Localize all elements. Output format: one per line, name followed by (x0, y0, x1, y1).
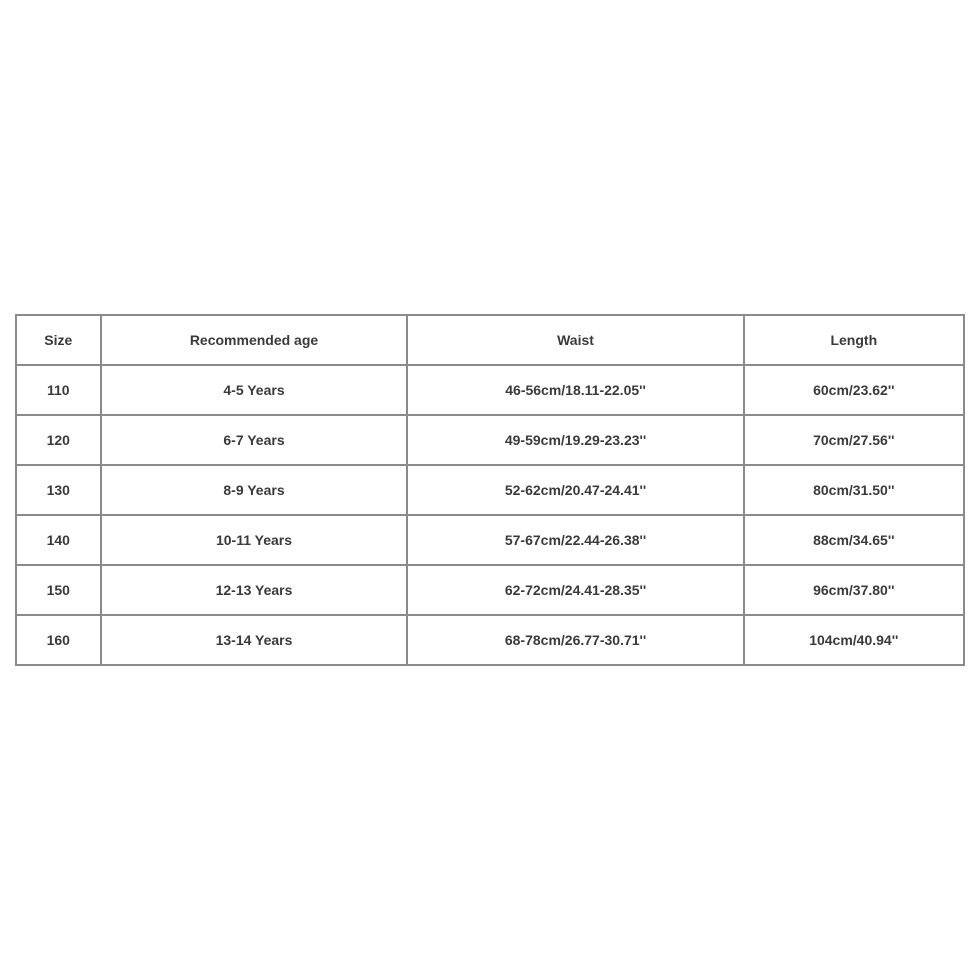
cell-waist: 46-56cm/18.11-22.05'' (408, 366, 744, 416)
cell-waist: 52-62cm/20.47-24.41'' (408, 466, 744, 516)
cell-waist: 57-67cm/22.44-26.38'' (408, 516, 744, 566)
table-row (17, 516, 965, 566)
cell-size: 150 (17, 566, 102, 616)
header-recommended-age: Recommended age (102, 316, 409, 366)
header-size: Size (17, 316, 102, 366)
table-row (17, 416, 965, 466)
cell-size: 110 (17, 366, 102, 416)
cell-size: 160 (17, 616, 102, 666)
cell-size: 120 (17, 416, 102, 466)
cell-waist: 62-72cm/24.41-28.35'' (408, 566, 744, 616)
cell-recommended-age: 13-14 Years (102, 616, 409, 666)
table-row (17, 566, 965, 616)
header-length: Length (745, 316, 965, 366)
cell-recommended-age: 12-13 Years (102, 566, 409, 616)
size-chart-table (15, 314, 965, 666)
cell-length: 60cm/23.62'' (745, 366, 965, 416)
cell-recommended-age: 6-7 Years (102, 416, 409, 466)
cell-recommended-age: 4-5 Years (102, 366, 409, 416)
table-row (17, 466, 965, 516)
cell-waist: 68-78cm/26.77-30.71'' (408, 616, 744, 666)
cell-length: 80cm/31.50'' (745, 466, 965, 516)
cell-waist: 49-59cm/19.29-23.23'' (408, 416, 744, 466)
header-waist: Waist (408, 316, 744, 366)
table-row (17, 366, 965, 416)
cell-length: 104cm/40.94'' (745, 616, 965, 666)
cell-recommended-age: 10-11 Years (102, 516, 409, 566)
cell-length: 96cm/37.80'' (745, 566, 965, 616)
cell-length: 70cm/27.56'' (745, 416, 965, 466)
table-row (17, 616, 965, 666)
cell-recommended-age: 8-9 Years (102, 466, 409, 516)
table-header-row (17, 316, 965, 366)
cell-size: 130 (17, 466, 102, 516)
cell-size: 140 (17, 516, 102, 566)
cell-length: 88cm/34.65'' (745, 516, 965, 566)
